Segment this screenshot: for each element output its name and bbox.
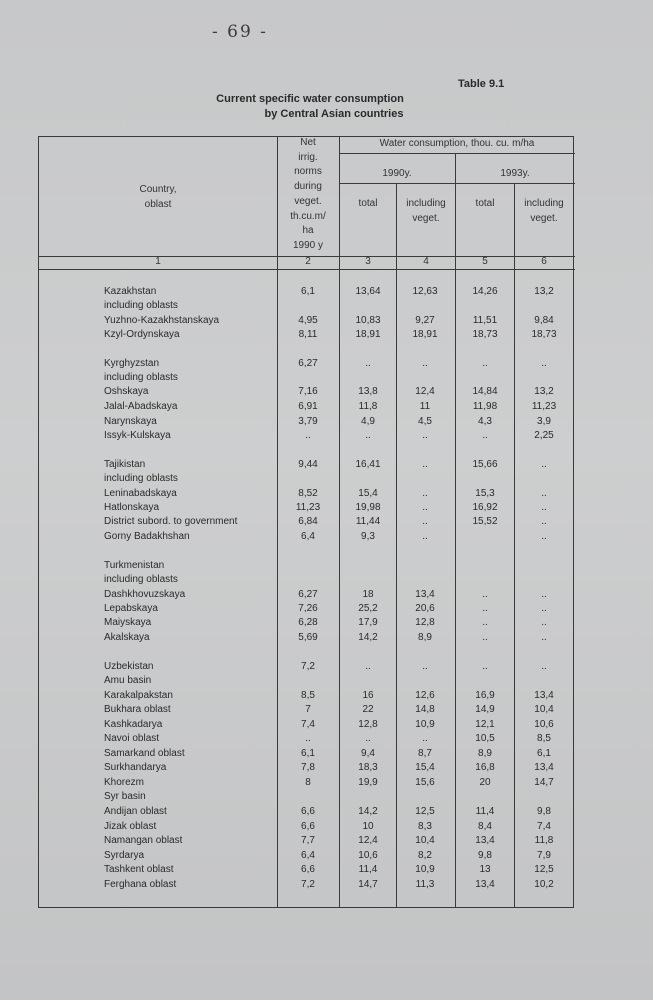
table-cell: ..: [422, 358, 428, 369]
table-cell: ..: [422, 430, 428, 441]
row-label: including oblasts: [104, 372, 178, 383]
table-cell: 8,11: [298, 329, 318, 340]
table-cell: 7,4: [301, 719, 315, 730]
table-title: Current specific water consumption: [216, 93, 404, 105]
table-cell: ..: [482, 430, 488, 441]
table-row: [0, 731, 653, 746]
table-row: [0, 471, 653, 486]
table-cell: 11,44: [355, 516, 381, 527]
table-cell: 15,6: [415, 777, 435, 788]
table-cell: ..: [541, 502, 547, 513]
row-label: Syr basin: [104, 791, 146, 802]
table-cell: 18,73: [531, 329, 557, 340]
table-cell: ..: [422, 516, 428, 527]
table-cell: 25,2: [358, 603, 378, 614]
table-cell: ..: [422, 502, 428, 513]
row-label: Navoi oblast: [104, 733, 160, 744]
table-cell: 13,2: [534, 286, 554, 297]
table-row: [0, 284, 653, 299]
table-cell: 16,8: [475, 762, 495, 773]
header-including-1993: including veget.: [524, 198, 564, 224]
table-row: [0, 789, 653, 804]
row-label: Jalal-Abadskaya: [104, 401, 178, 412]
table-cell: 11,98: [472, 401, 498, 412]
table-cell: ..: [541, 459, 547, 470]
table-row: [0, 414, 653, 429]
table-cell: 3,9: [537, 416, 551, 427]
table-row: [0, 298, 653, 313]
table-cell: 6,4: [301, 531, 315, 542]
table-cell: ..: [541, 617, 547, 628]
table-cell: 11,23: [531, 401, 557, 412]
table-cell: 9,84: [534, 315, 554, 326]
header-divider: [39, 269, 575, 270]
row-label: District subord. to government: [104, 516, 238, 527]
table-row: [0, 760, 653, 775]
table-cell: 6,1: [537, 748, 551, 759]
table-cell: 8,9: [478, 748, 492, 759]
table-cell: ..: [541, 589, 547, 600]
table-cell: ..: [482, 661, 488, 672]
table-cell: 11: [419, 401, 431, 412]
table-row: [0, 688, 653, 703]
row-label: Uzbekistan: [104, 661, 154, 672]
table-row: [0, 659, 653, 674]
row-label: Kzyl-Ordynskaya: [104, 329, 180, 340]
table-cell: 13,4: [415, 589, 435, 600]
header-total-1993: total: [475, 198, 495, 209]
table-cell: 16,92: [472, 502, 498, 513]
table-cell: 10: [362, 821, 374, 832]
table-cell: 4,5: [418, 416, 432, 427]
table-cell: 7: [305, 704, 311, 715]
table-cell: 3,79: [298, 416, 318, 427]
row-label: Surkhandarya: [104, 762, 167, 773]
row-label: Gorny Badakhshan: [104, 531, 190, 542]
table-cell: 13,4: [534, 690, 554, 701]
row-label: Tashkent oblast: [104, 864, 174, 875]
row-label: including oblasts: [104, 300, 178, 311]
table-cell: 14,8: [415, 704, 435, 715]
table-cell: 12,6: [415, 690, 435, 701]
table-cell: 9,8: [478, 850, 492, 861]
table-cell: 12,63: [412, 286, 438, 297]
table-cell: 8,7: [418, 748, 432, 759]
table-cell: 7,16: [298, 386, 318, 397]
table-cell: 12,1: [475, 719, 495, 730]
column-number: 4: [423, 256, 429, 267]
table-cell: 18,3: [358, 762, 378, 773]
table-cell: ..: [365, 430, 371, 441]
table-cell: 7,7: [301, 835, 315, 846]
table-cell: 18,91: [355, 329, 381, 340]
table-cell: ..: [482, 617, 488, 628]
row-label: Leninabadskaya: [104, 488, 177, 499]
table-cell: ..: [541, 603, 547, 614]
table-cell: ..: [541, 488, 547, 499]
table-cell: 6,27: [298, 358, 318, 369]
table-cell: 14,26: [472, 286, 498, 297]
table-cell: 18,91: [412, 329, 438, 340]
table-row: [0, 514, 653, 529]
table-cell: ..: [482, 589, 488, 600]
table-cell: 8,9: [418, 632, 432, 643]
table-cell: 8,52: [298, 488, 318, 499]
table-cell: 19,9: [358, 777, 378, 788]
row-label: Dashkhovuzskaya: [104, 589, 186, 600]
row-label: Khorezm: [104, 777, 145, 788]
table-row: [0, 370, 653, 385]
table-cell: 10,4: [415, 835, 435, 846]
table-cell: 15,66: [472, 459, 498, 470]
table-cell: 15,52: [472, 516, 498, 527]
table-cell: 18,73: [472, 329, 498, 340]
table-cell: 10,6: [358, 850, 378, 861]
row-label: Syrdarya: [104, 850, 145, 861]
row-label: Samarkand oblast: [104, 748, 185, 759]
table-cell: 12,5: [534, 864, 554, 875]
table-cell: 2,25: [534, 430, 554, 441]
table-cell: 12,4: [415, 386, 435, 397]
table-row: [0, 399, 653, 414]
table-row: [0, 848, 653, 863]
table-cell: 14,7: [534, 777, 554, 788]
table-cell: 13,4: [475, 879, 495, 890]
column-number: 2: [305, 256, 311, 267]
header-including-1990: including veget.: [406, 198, 446, 224]
table-cell: 4,95: [298, 315, 318, 326]
table-cell: 11,23: [295, 502, 321, 513]
table-cell: 4,3: [478, 416, 492, 427]
table-cell: 6,1: [301, 748, 315, 759]
table-cell: 8,5: [301, 690, 315, 701]
table-cell: 6,84: [298, 516, 318, 527]
table-cell: 14,84: [472, 386, 498, 397]
table-cell: 17,9: [358, 617, 378, 628]
table-row: [0, 558, 653, 573]
row-label: Kazakhstan: [104, 286, 157, 297]
table-cell: 7,4: [537, 821, 551, 832]
table-cell: 20: [479, 777, 491, 788]
table-cell: 10,6: [534, 719, 554, 730]
table-cell: ..: [305, 733, 311, 744]
table-row: [0, 775, 653, 790]
table-cell: 14,7: [358, 879, 378, 890]
table-cell: ..: [422, 661, 428, 672]
column-number: 3: [365, 256, 371, 267]
table-cell: 18: [362, 589, 374, 600]
table-cell: 11,4: [475, 806, 495, 817]
table-cell: ..: [482, 358, 488, 369]
table-row: [0, 746, 653, 761]
table-row: [0, 702, 653, 717]
table-cell: 6,6: [301, 864, 315, 875]
table-row: [0, 717, 653, 732]
row-label: Amu basin: [104, 675, 152, 686]
table-cell: ..: [305, 430, 311, 441]
table-cell: 22: [362, 704, 374, 715]
table-cell: 11,51: [472, 315, 498, 326]
table-cell: ..: [541, 516, 547, 527]
table-cell: 6,4: [301, 850, 315, 861]
header-country: Country, oblast: [139, 184, 177, 210]
table-cell: 11,3: [415, 879, 435, 890]
table-cell: 16: [362, 690, 374, 701]
table-cell: 10,2: [534, 879, 554, 890]
table-row: [0, 384, 653, 399]
table-row: [0, 862, 653, 877]
table-cell: 13,2: [534, 386, 554, 397]
table-cell: 13,8: [358, 386, 378, 397]
table-cell: 12,8: [358, 719, 378, 730]
table-cell: 14,9: [475, 704, 495, 715]
table-cell: ..: [541, 632, 547, 643]
table-cell: 8,5: [537, 733, 551, 744]
table-cell: 7,26: [298, 603, 318, 614]
table-cell: ..: [482, 603, 488, 614]
table-row: [0, 486, 653, 501]
table-cell: 20,6: [415, 603, 435, 614]
row-label: Tajikistan: [104, 459, 146, 470]
table-number: Table 9.1: [458, 78, 505, 90]
table-cell: ..: [422, 459, 428, 470]
table-cell: 8,3: [418, 821, 432, 832]
table-cell: ..: [365, 733, 371, 744]
table-cell: 9,4: [361, 748, 375, 759]
table-cell: 12,8: [415, 617, 435, 628]
column-number: 6: [541, 256, 547, 267]
table-cell: 6,28: [298, 617, 318, 628]
table-cell: 6,1: [301, 286, 315, 297]
table-subtitle: by Central Asian countries: [264, 108, 404, 120]
row-label: Narynskaya: [104, 416, 157, 427]
table-cell: 13,4: [534, 762, 554, 773]
page-number: - 69 -: [212, 22, 268, 42]
table-row: [0, 428, 653, 443]
row-label: Andijan oblast: [104, 806, 167, 817]
header-divider: [339, 183, 575, 184]
table-row: [0, 673, 653, 688]
table-cell: 11,8: [534, 835, 554, 846]
row-label: Kashkadarya: [104, 719, 163, 730]
table-cell: 16,9: [475, 690, 495, 701]
table-row: [0, 356, 653, 371]
table-cell: 6,6: [301, 821, 315, 832]
table-cell: 7,8: [301, 762, 315, 773]
table-cell: 7,2: [301, 661, 315, 672]
table-cell: 10,9: [415, 864, 435, 875]
table-cell: ..: [365, 661, 371, 672]
table-row: [0, 877, 653, 892]
table-row: [0, 833, 653, 848]
table-cell: ..: [541, 661, 547, 672]
header-year-1990: 1990y.: [382, 168, 412, 179]
table-cell: 10,83: [355, 315, 381, 326]
row-label: Maiyskaya: [104, 617, 152, 628]
table-cell: 9,3: [361, 531, 375, 542]
row-label: Akalskaya: [104, 632, 150, 643]
table-row: [0, 804, 653, 819]
table-row: [0, 630, 653, 645]
row-label: Issyk-Kulskaya: [104, 430, 171, 441]
row-label: Bukhara oblast: [104, 704, 171, 715]
row-label: including oblasts: [104, 473, 178, 484]
table-cell: 7,2: [301, 879, 315, 890]
table-cell: 14,2: [358, 632, 378, 643]
table-row: [0, 601, 653, 616]
table-cell: 4,9: [361, 416, 375, 427]
table-row: [0, 819, 653, 834]
table-cell: 9,8: [537, 806, 551, 817]
table-cell: 8: [305, 777, 311, 788]
table-row: [0, 572, 653, 587]
table-row: [0, 529, 653, 544]
table-row: [0, 327, 653, 342]
row-label: Namangan oblast: [104, 835, 183, 846]
table-row: [0, 615, 653, 630]
table-cell: ..: [422, 488, 428, 499]
table-cell: 12,4: [358, 835, 378, 846]
table-cell: 11,4: [358, 864, 378, 875]
table-cell: 13,64: [355, 286, 381, 297]
row-label: Yuzhno-Kazakhstanskaya: [104, 315, 220, 326]
header-year-1993: 1993y.: [500, 168, 530, 179]
table-cell: 15,3: [475, 488, 495, 499]
table-cell: ..: [541, 531, 547, 542]
table-cell: ..: [365, 358, 371, 369]
table-cell: ..: [541, 358, 547, 369]
header-water-consumption: Water consumption, thou. cu. m/ha: [379, 138, 535, 149]
header-divider: [339, 153, 575, 154]
table-cell: 9,44: [298, 459, 318, 470]
table-cell: 6,91: [298, 401, 318, 412]
table-cell: 6,27: [298, 589, 318, 600]
table-row: [0, 587, 653, 602]
table-cell: ..: [482, 632, 488, 643]
table-cell: 9,27: [415, 315, 435, 326]
row-label: Karakalpakstan: [104, 690, 173, 701]
table-row: [0, 457, 653, 472]
table-cell: 15,4: [358, 488, 378, 499]
row-label: Oshskaya: [104, 386, 149, 397]
table-cell: 13,4: [475, 835, 495, 846]
row-label: Kyrghyzstan: [104, 358, 160, 369]
row-label: Hatlonskaya: [104, 502, 160, 513]
row-label: including oblasts: [104, 574, 178, 585]
table-cell: 14,2: [358, 806, 378, 817]
row-label: Lepabskaya: [104, 603, 158, 614]
table-row: [0, 313, 653, 328]
table-cell: 12,5: [415, 806, 435, 817]
table-cell: ..: [422, 733, 428, 744]
table-cell: ..: [422, 531, 428, 542]
table-cell: 10,9: [415, 719, 435, 730]
header-total-1990: total: [358, 198, 378, 209]
table-cell: 5,69: [298, 632, 318, 643]
table-cell: 15,4: [415, 762, 435, 773]
table-cell: 10,4: [534, 704, 554, 715]
row-label: Ferghana oblast: [104, 879, 177, 890]
table-cell: 16,41: [355, 459, 381, 470]
column-number: 1: [155, 256, 161, 267]
table-cell: 6,6: [301, 806, 315, 817]
table-cell: 11,8: [358, 401, 378, 412]
header-net-norms: Net irrig. norms during veget. th.cu.m/ ha 1990 y: [290, 137, 326, 251]
row-label: Turkmenistan: [104, 560, 165, 571]
row-label: Jizak oblast: [104, 821, 157, 832]
table-cell: 8,2: [418, 850, 432, 861]
table-cell: 19,98: [355, 502, 381, 513]
table-cell: 13: [479, 864, 491, 875]
column-number: 5: [482, 256, 488, 267]
table-cell: 8,4: [478, 821, 492, 832]
table-cell: 7,9: [537, 850, 551, 861]
table-cell: 10,5: [475, 733, 495, 744]
table-row: [0, 500, 653, 515]
